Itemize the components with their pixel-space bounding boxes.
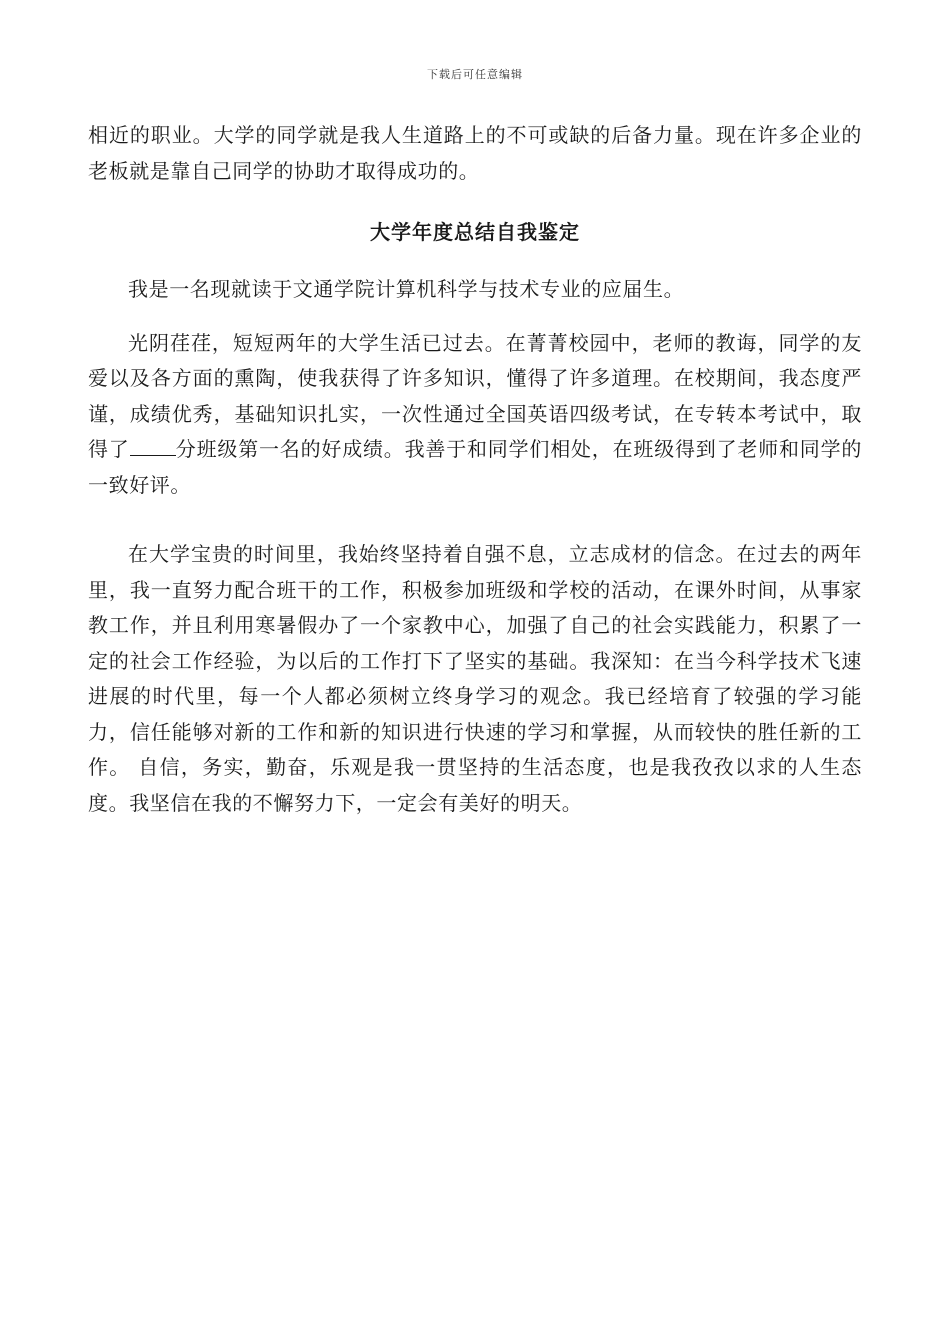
document-body <box>88 118 862 821</box>
paragraph-1: 我是一名现就读于文通学院计算机科学与技术专业的应届生。 <box>128 277 685 301</box>
intro-paragraph: 相近的职业。大学的同学就是我人生道路上的不可或缺的后备力量。现在许多企业的老板就是靠自己同学的协助才取得成功的。 <box>88 123 862 183</box>
paragraph-2-text-after: 分班级第一名的好成绩。我善于和同学们相处，在班级得到了老师和同学的一致好评。 <box>88 437 862 497</box>
header-note: 下载后可任意编辑 <box>427 68 523 81</box>
paragraph-2 <box>88 326 862 504</box>
paragraph-3: 在大学宝贵的时间里，我始终坚持着自强不息，立志成材的信念。在过去的两年里，我一直努力配合班干的工作，积极参加班级和学校的活动，在课外时间，从事家教工作，并且利用寒暑假办了一个家教中心，加强了自己的社会实践能力，积累了一定的社会工作经验，为以后的工作打下了坚实的基础。我深知：在当今科学技术飞速进展的时代里，每一个人都必须树立终身学习的观念。我已经培育了较强的学习能力，信任能够对新的工作和新的知识进行快速的学习和掌握，从而较快的胜任新的工作。 自信，务实，勤奋，乐观是我一贯坚持的生活态度，也是我孜孜以求的人生态度。我坚信在我的不懈努力下，一定会有美好的明天。 <box>88 542 862 815</box>
document-title: 大学年度总结自我鉴定 <box>370 220 580 244</box>
paragraph-2-text-before: 光阴荏荏，短短两年的大学生活已过去。在菁菁校园中，老师的教诲，同学的友爱以及各方面的熏陶，使我获得了许多知识，懂得了许多道理。在校期间，我态度严谨，成绩优秀，基础知识扎实，一次性通过全国英语四级考试，在专转本考试中，取得了 <box>88 330 862 461</box>
fill-in-blank <box>130 435 176 456</box>
